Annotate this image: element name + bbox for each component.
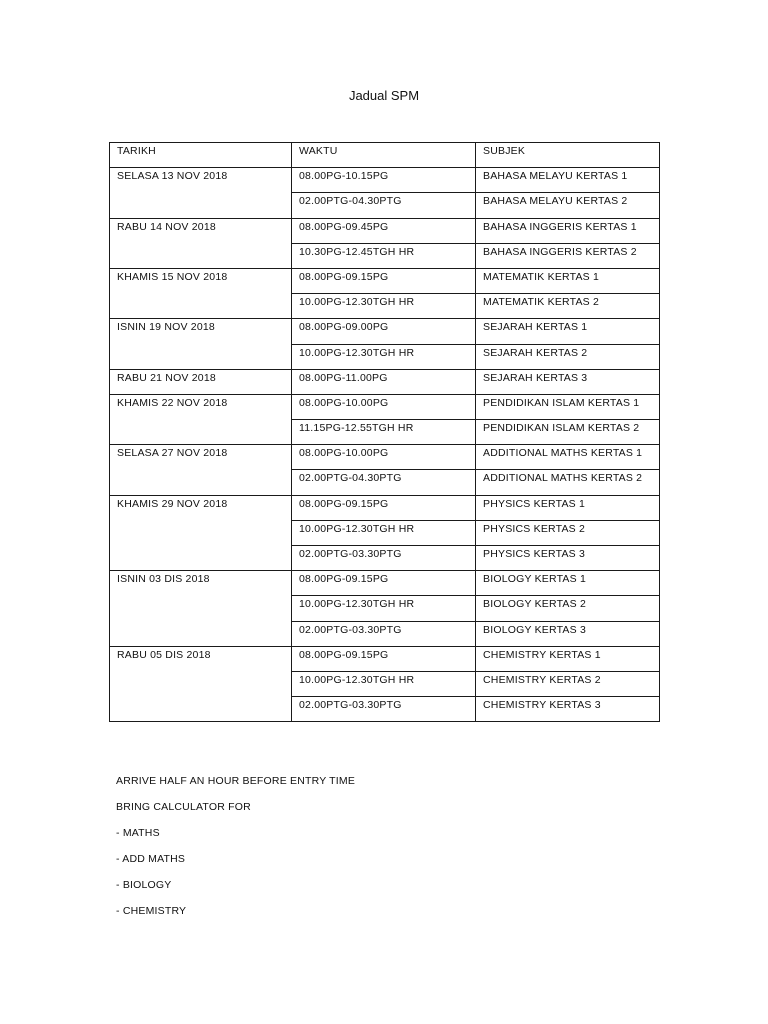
header-subjek: SUBJEK (476, 143, 660, 168)
schedule-body (110, 168, 660, 722)
header-waktu: WAKTU (292, 143, 476, 168)
time-cell: 08.00PG-09.15PG (292, 268, 476, 293)
notes (116, 775, 355, 931)
table-row (110, 168, 660, 193)
table-row (110, 571, 660, 596)
table-row (110, 268, 660, 293)
time-cell: 08.00PG-09.00PG (292, 319, 476, 344)
subject-cell: PENDIDIKAN ISLAM KERTAS 2 (476, 420, 660, 445)
time-cell: 10.00PG-12.30TGH HR (292, 294, 476, 319)
time-cell: 08.00PG-10.00PG (292, 394, 476, 419)
time-cell: 11.15PG-12.55TGH HR (292, 420, 476, 445)
time-cell: 10.00PG-12.30TGH HR (292, 520, 476, 545)
subject-cell: CHEMISTRY KERTAS 3 (476, 697, 660, 722)
time-cell: 10.00PG-12.30TGH HR (292, 344, 476, 369)
note-line: ARRIVE HALF AN HOUR BEFORE ENTRY TIME (116, 775, 356, 787)
time-cell: 08.00PG-09.45PG (292, 218, 476, 243)
table-row (110, 495, 660, 520)
table-header-row (110, 143, 660, 168)
date-cell: ISNIN 19 NOV 2018 (110, 319, 292, 369)
time-cell: 08.00PG-10.15PG (292, 168, 476, 193)
subject-cell: BIOLOGY KERTAS 1 (476, 571, 660, 596)
time-cell: 08.00PG-09.15PG (292, 571, 476, 596)
subject-cell: MATEMATIK KERTAS 1 (476, 268, 660, 293)
date-cell: RABU 05 DIS 2018 (110, 646, 292, 722)
time-cell: 08.00PG-09.15PG (292, 495, 476, 520)
date-cell: RABU 21 NOV 2018 (110, 369, 292, 394)
time-cell: 02.00PTG-03.30PTG (292, 621, 476, 646)
page-title: Jadual SPM (348, 88, 420, 103)
date-cell: SELASA 27 NOV 2018 (110, 445, 292, 495)
date-cell: ISNIN 03 DIS 2018 (110, 571, 292, 647)
date-cell: KHAMIS 29 NOV 2018 (110, 495, 292, 571)
table-row (110, 394, 660, 419)
note-line: - ADD MATHS (116, 853, 186, 865)
table-row (110, 369, 660, 394)
time-cell: 10.00PG-12.30TGH HR (292, 596, 476, 621)
subject-cell: BAHASA MELAYU KERTAS 1 (476, 168, 660, 193)
note-line: - MATHS (116, 827, 160, 839)
exam-schedule-table (109, 142, 660, 722)
subject-cell: SEJARAH KERTAS 3 (476, 369, 660, 394)
time-cell: 08.00PG-10.00PG (292, 445, 476, 470)
subject-cell: BIOLOGY KERTAS 3 (476, 621, 660, 646)
subject-cell: ADDITIONAL MATHS KERTAS 1 (476, 445, 660, 470)
date-cell: KHAMIS 15 NOV 2018 (110, 268, 292, 318)
time-cell: 02.00PTG-04.30PTG (292, 470, 476, 495)
date-cell: KHAMIS 22 NOV 2018 (110, 394, 292, 444)
note-line: - BIOLOGY (116, 879, 172, 891)
time-cell: 02.00PTG-03.30PTG (292, 697, 476, 722)
subject-cell: BIOLOGY KERTAS 2 (476, 596, 660, 621)
subject-cell: BAHASA MELAYU KERTAS 2 (476, 193, 660, 218)
subject-cell: CHEMISTRY KERTAS 2 (476, 671, 660, 696)
date-cell: RABU 14 NOV 2018 (110, 218, 292, 268)
subject-cell: PHYSICS KERTAS 2 (476, 520, 660, 545)
table-row (110, 319, 660, 344)
subject-cell: PHYSICS KERTAS 3 (476, 546, 660, 571)
time-cell: 08.00PG-09.15PG (292, 646, 476, 671)
subject-cell: ADDITIONAL MATHS KERTAS 2 (476, 470, 660, 495)
table-row (110, 646, 660, 671)
time-cell: 08.00PG-11.00PG (292, 369, 476, 394)
table-row (110, 445, 660, 470)
subject-cell: PENDIDIKAN ISLAM KERTAS 1 (476, 394, 660, 419)
time-cell: 02.00PTG-04.30PTG (292, 193, 476, 218)
header-tarikh: TARIKH (110, 143, 292, 168)
subject-cell: CHEMISTRY KERTAS 1 (476, 646, 660, 671)
subject-cell: SEJARAH KERTAS 1 (476, 319, 660, 344)
subject-cell: SEJARAH KERTAS 2 (476, 344, 660, 369)
time-cell: 10.30PG-12.45TGH HR (292, 243, 476, 268)
table-row (110, 218, 660, 243)
subject-cell: MATEMATIK KERTAS 2 (476, 294, 660, 319)
subject-cell: PHYSICS KERTAS 1 (476, 495, 660, 520)
date-cell: SELASA 13 NOV 2018 (110, 168, 292, 218)
time-cell: 02.00PTG-03.30PTG (292, 546, 476, 571)
note-line: BRING CALCULATOR FOR (116, 801, 251, 813)
time-cell: 10.00PG-12.30TGH HR (292, 671, 476, 696)
note-line: - CHEMISTRY (116, 905, 187, 917)
subject-cell: BAHASA INGGERIS KERTAS 2 (476, 243, 660, 268)
subject-cell: BAHASA INGGERIS KERTAS 1 (476, 218, 660, 243)
